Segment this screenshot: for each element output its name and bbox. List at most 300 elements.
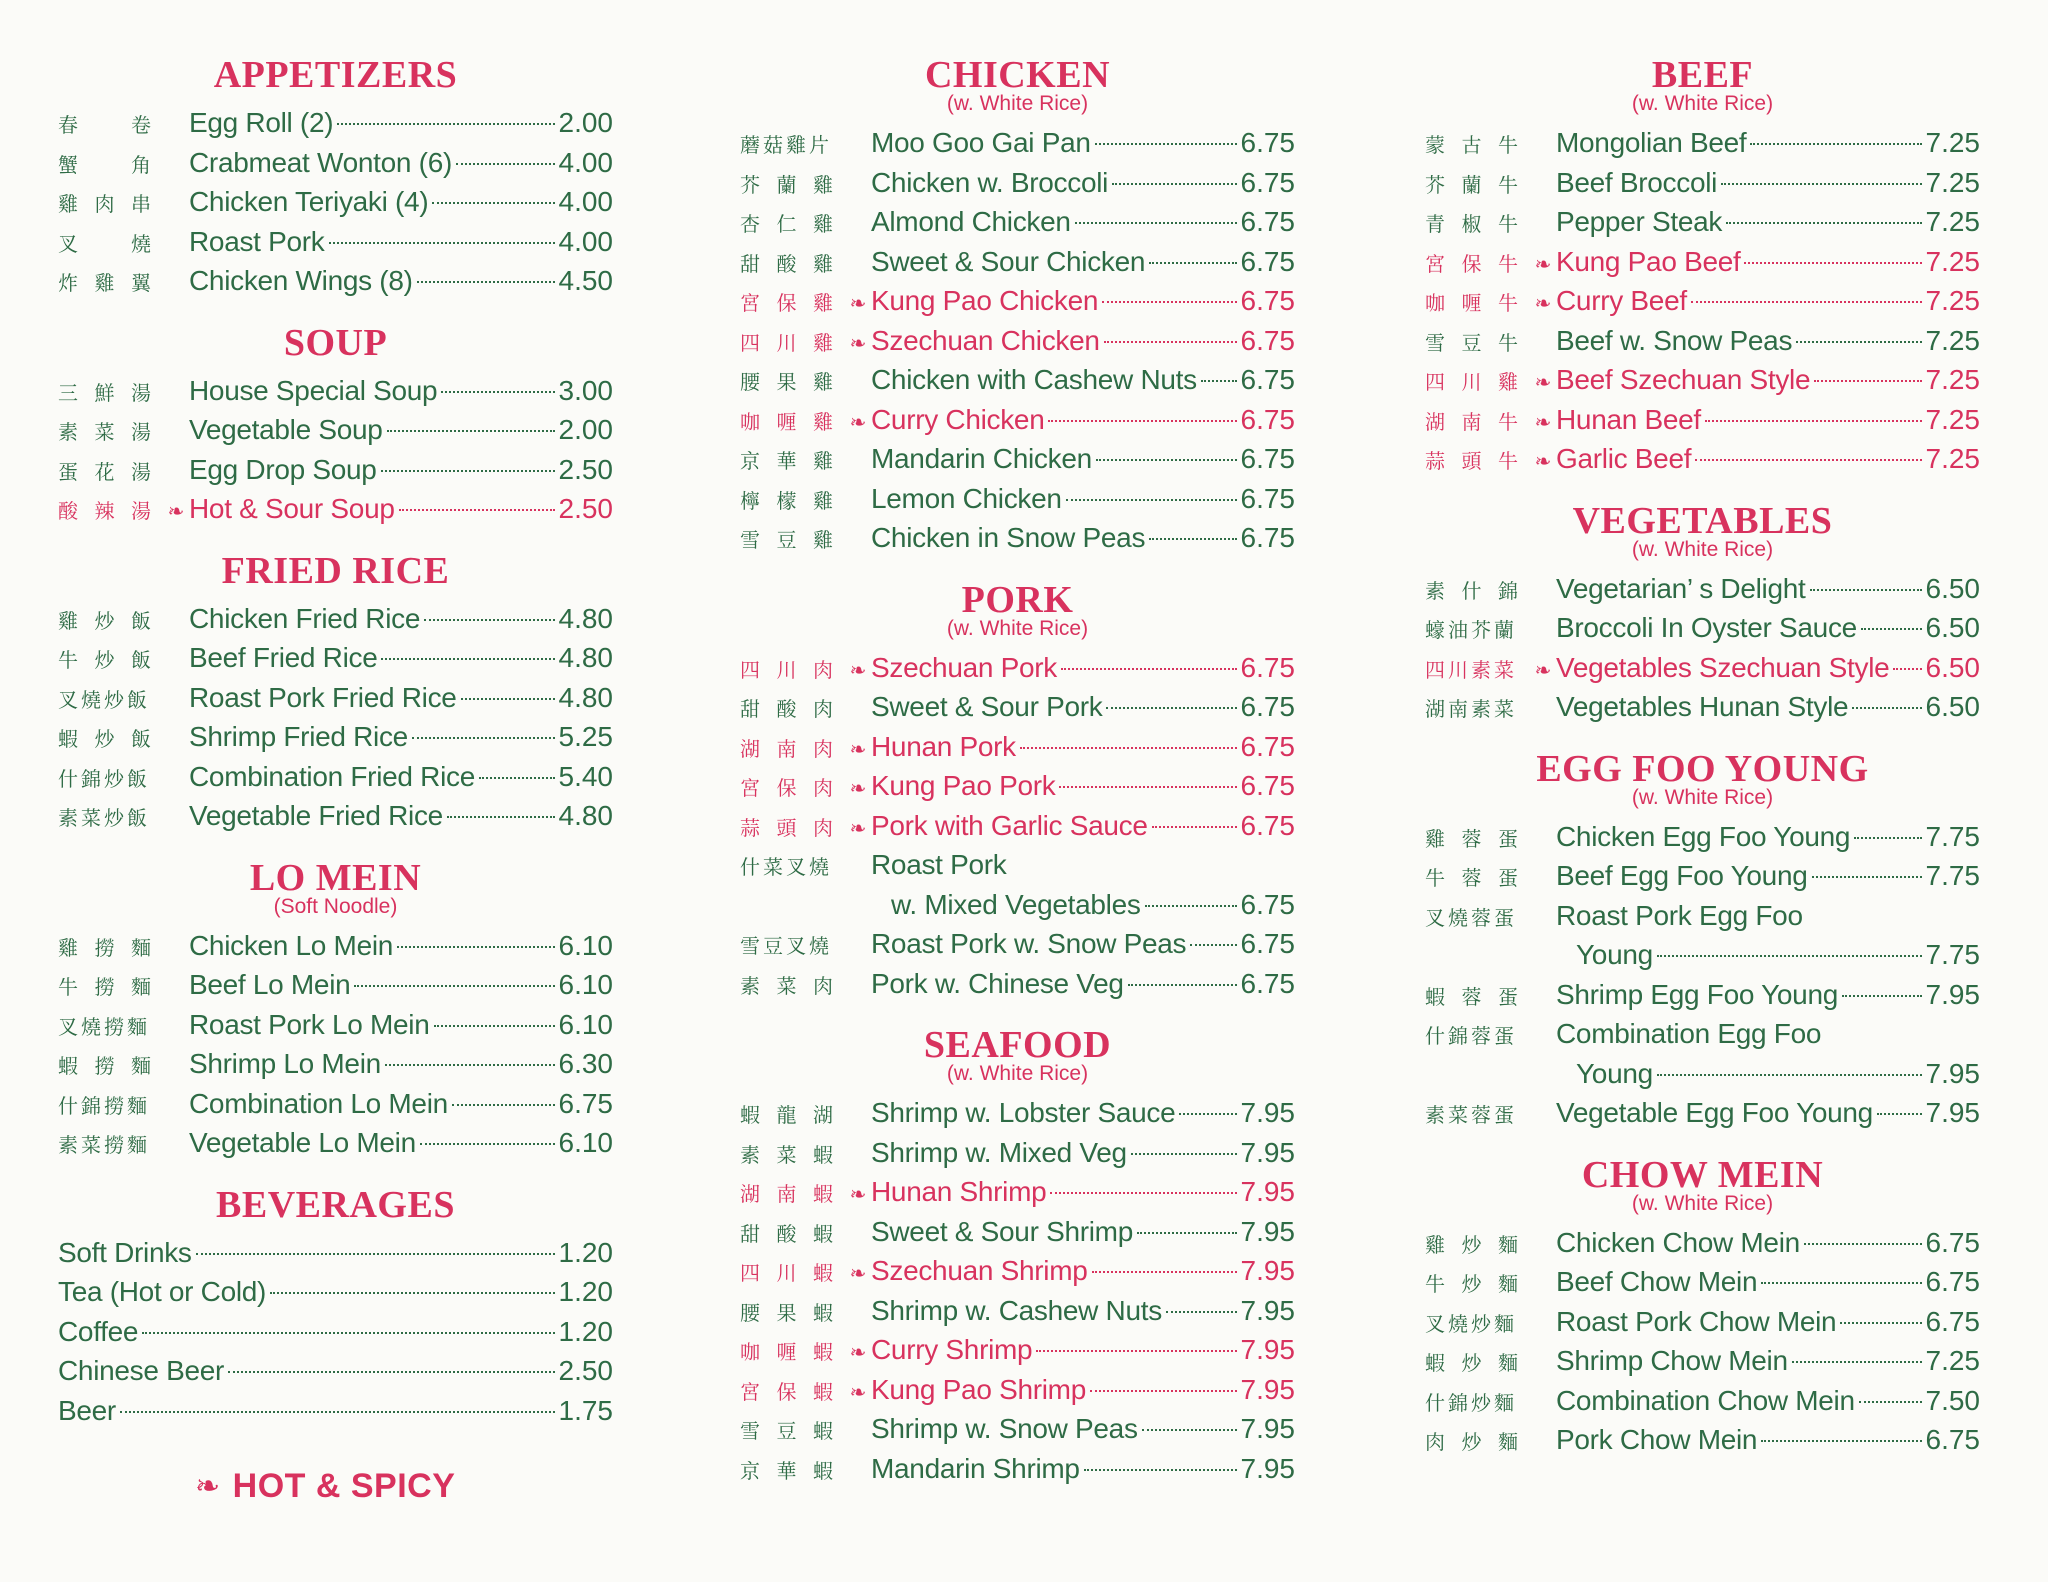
menu-item xyxy=(58,926,613,966)
chinese-name xyxy=(740,1333,845,1373)
chinese-char: 炒 xyxy=(94,608,115,633)
chinese-char: 雞 xyxy=(813,251,833,276)
chinese-char: 什錦炒飯 xyxy=(58,766,150,791)
menu-item xyxy=(1425,1223,1980,1263)
item-price: 6.75 xyxy=(1240,324,1295,356)
chili-pepper-icon: ❧ xyxy=(849,293,867,315)
item-price: 4.00 xyxy=(558,225,613,257)
chili-pepper-icon: ❧ xyxy=(849,1381,867,1404)
dot-leader xyxy=(1893,668,1921,670)
menu-section-soup xyxy=(58,323,613,529)
item-price: 6.75 xyxy=(1240,245,1295,277)
chinese-char: 芥 xyxy=(740,172,760,197)
menu-item xyxy=(58,796,613,836)
item-name: Szechuan Chicken xyxy=(871,324,1100,356)
chinese-char: 素 xyxy=(740,1142,760,1167)
menu-item xyxy=(740,1409,1295,1449)
chinese-name xyxy=(1425,1096,1530,1136)
chinese-char: 湯 xyxy=(131,420,151,444)
chinese-char: 蝦 xyxy=(58,1054,78,1078)
menu-section-vegetables xyxy=(1425,501,1980,727)
menu-item xyxy=(740,845,1295,885)
chinese-char: 四 xyxy=(740,657,760,682)
section-subtitle: (w. White Rice) xyxy=(1631,1191,1774,1215)
item-name: Chicken Fried Rice xyxy=(189,602,421,634)
chili-pepper-icon: ❧ xyxy=(849,738,867,761)
dot-leader xyxy=(354,985,554,987)
item-price: 4.00 xyxy=(558,186,613,217)
chinese-char: 宮 xyxy=(740,291,760,315)
menu-item xyxy=(740,648,1295,688)
chinese-char: 叉燒撈麵 xyxy=(58,1014,150,1039)
item-name: Kung Pao Shrimp xyxy=(871,1373,1086,1405)
item-name: Mandarin Chicken xyxy=(871,443,1092,474)
chinese-char: 腰 xyxy=(740,1300,760,1325)
dot-leader xyxy=(1859,1401,1922,1403)
chinese-name xyxy=(1425,1384,1530,1424)
menu-item xyxy=(58,1233,613,1273)
menu-section-beef xyxy=(1425,55,1980,479)
chinese-char: 咖 xyxy=(740,409,760,434)
item-price: 6.75 xyxy=(1240,522,1295,553)
dot-leader xyxy=(1137,1232,1237,1234)
item-price: 6.75 xyxy=(1240,770,1295,801)
item-price: 2.50 xyxy=(558,453,613,485)
menu-item xyxy=(1425,1341,1980,1381)
chinese-name xyxy=(1425,1344,1530,1384)
section-subtitle: (Soft Noodle) xyxy=(273,894,398,918)
item-name: Vegetables Szechuan Style xyxy=(1556,651,1890,683)
chinese-name xyxy=(740,730,845,770)
dot-leader xyxy=(1796,341,1921,343)
chinese-char: 牛 xyxy=(1498,212,1518,236)
chili-pepper-icon: ❧ xyxy=(849,1184,867,1206)
section-title: SOUP xyxy=(283,321,388,364)
chinese-char: 蝦 xyxy=(813,1142,833,1167)
section-subtitle: (w. White Rice) xyxy=(946,92,1089,115)
dot-leader xyxy=(1142,1429,1237,1431)
item-name: Shrimp w. Snow Peas xyxy=(871,1413,1138,1444)
chinese-name xyxy=(1425,820,1530,860)
chinese-char: 叉燒炒麵 xyxy=(1425,1311,1517,1336)
item-price: 4.80 xyxy=(558,642,613,673)
chinese-name xyxy=(58,225,163,265)
chinese-char: 辣 xyxy=(94,499,115,523)
item-name: Garlic Beef xyxy=(1556,443,1692,474)
chinese-char: 鮮 xyxy=(94,380,115,405)
item-name: Hot & Sour Soup xyxy=(189,493,395,524)
section-title: CHOW MEIN xyxy=(1581,1153,1824,1196)
item-price: 7.25 xyxy=(1925,324,1980,356)
chinese-char: 素 xyxy=(58,420,78,444)
menu-item xyxy=(1425,400,1980,440)
item-name: Chicken Lo Mein xyxy=(189,929,394,961)
section-subtitle: (w. White Rice) xyxy=(1631,537,1774,561)
menu-item xyxy=(1425,975,1980,1015)
dot-leader xyxy=(397,946,554,948)
chinese-char: 飯 xyxy=(131,727,151,751)
item-name: Roast Pork Lo Mein xyxy=(189,1008,430,1040)
dot-leader xyxy=(1761,1282,1921,1284)
dot-leader xyxy=(1112,183,1236,185)
item-price: 6.75 xyxy=(1240,403,1295,435)
dot-leader xyxy=(417,281,555,283)
chinese-name xyxy=(740,690,845,730)
menu-item xyxy=(740,766,1295,806)
menu-item xyxy=(58,489,613,529)
menu-item xyxy=(1425,648,1980,688)
chinese-char: 三 xyxy=(58,380,78,405)
menu-item xyxy=(740,281,1295,321)
chinese-char: 飯 xyxy=(131,648,151,672)
chinese-char: 什菜叉燒 xyxy=(740,855,832,879)
item-price: 6.75 xyxy=(1240,364,1295,395)
item-name: Young xyxy=(1576,939,1653,970)
chinese-char: 肉 xyxy=(813,736,833,761)
section-subtitle: (w. White Rice) xyxy=(1631,92,1774,115)
item-name: Crabmeat Wonton (6) xyxy=(189,146,453,178)
chinese-char: 牛 xyxy=(1498,330,1518,355)
chinese-char: 蒜 xyxy=(1425,449,1445,473)
chinese-name xyxy=(1425,363,1530,403)
chinese-name xyxy=(740,1175,845,1215)
chili-pepper-icon: ❧ xyxy=(849,817,867,840)
item-name: Pork with Garlic Sauce xyxy=(871,809,1148,841)
chinese-char: 蓉 xyxy=(1461,984,1482,1009)
menu-item xyxy=(58,599,613,639)
item-name: Pepper Steak xyxy=(1556,206,1723,237)
item-price: 1.20 xyxy=(558,1315,613,1347)
section-subtitle: (w. White Rice) xyxy=(1631,785,1774,809)
chinese-name xyxy=(58,146,163,186)
item-name: Szechuan Shrimp xyxy=(871,1255,1088,1286)
menu-item xyxy=(58,182,613,222)
chinese-name xyxy=(58,413,163,453)
chinese-char: 蒜 xyxy=(740,815,760,840)
chinese-char: 雞 xyxy=(58,608,78,633)
menu-item xyxy=(1425,608,1980,648)
menu-item xyxy=(58,757,613,797)
chinese-char: 湖 xyxy=(740,736,760,761)
item-name: Chicken in Snow Peas xyxy=(871,522,1146,553)
item-price: 4.80 xyxy=(558,602,613,634)
item-price: 6.75 xyxy=(1240,691,1295,722)
menu-item xyxy=(1425,1093,1980,1133)
dot-leader xyxy=(1166,1311,1237,1313)
chinese-char: 蝦 xyxy=(740,1103,760,1127)
chinese-char: 蝦 xyxy=(813,1182,833,1206)
chinese-name xyxy=(740,442,845,482)
dot-leader xyxy=(381,470,555,472)
chinese-char: 蝦 xyxy=(813,1340,833,1364)
chinese-char: 四 xyxy=(740,1261,760,1285)
dot-leader xyxy=(1102,301,1236,303)
dot-leader xyxy=(1090,1390,1237,1392)
chinese-char: 蝦 xyxy=(813,1261,833,1285)
item-price: 7.25 xyxy=(1925,1345,1980,1376)
chinese-char: 雞 xyxy=(813,370,833,394)
item-price: 6.75 xyxy=(1240,127,1295,158)
chinese-char: 保 xyxy=(776,1379,797,1404)
chili-pepper-icon: ❧ xyxy=(195,1470,221,1503)
chinese-name xyxy=(740,324,845,364)
chinese-char: 素 xyxy=(1425,578,1445,603)
chinese-char: 撈 xyxy=(94,1054,115,1078)
chinese-char: 咖 xyxy=(740,1340,760,1364)
dot-leader xyxy=(1104,341,1237,343)
chinese-name xyxy=(1425,284,1530,324)
chinese-name xyxy=(740,651,845,691)
item-price: 4.50 xyxy=(558,265,613,296)
chinese-char: 蝦 xyxy=(1425,984,1445,1009)
menu-item xyxy=(740,479,1295,519)
item-price: 7.25 xyxy=(1925,403,1980,435)
chinese-char: 雪豆叉燒 xyxy=(740,934,832,958)
item-name: Vegetable Egg Foo Young xyxy=(1556,1097,1873,1128)
chinese-name xyxy=(1425,899,1530,939)
item-price: 7.95 xyxy=(1240,1215,1295,1247)
chinese-char: 京 xyxy=(740,1458,760,1483)
item-name: Coffee xyxy=(58,1315,139,1347)
chinese-char: 雪 xyxy=(1425,330,1445,355)
item-price: 6.50 xyxy=(1925,691,1980,722)
item-price: 7.25 xyxy=(1925,285,1980,316)
chinese-char: 果 xyxy=(776,1300,797,1325)
dot-leader xyxy=(1814,380,1921,382)
chinese-name xyxy=(58,106,163,146)
dot-leader xyxy=(1691,301,1922,303)
chili-pepper-icon: ❧ xyxy=(1534,372,1552,394)
section-title: FRIED RICE xyxy=(221,549,450,592)
item-name: Sweet & Sour Chicken xyxy=(871,245,1146,277)
chinese-char: 蛋 xyxy=(1498,826,1518,851)
item-price: 7.75 xyxy=(1925,860,1980,891)
item-price: 7.95 xyxy=(1240,1136,1295,1168)
chinese-char: 甜 xyxy=(740,1221,760,1246)
chinese-char: 宮 xyxy=(740,1379,760,1404)
menu-item xyxy=(58,965,613,1005)
menu-item xyxy=(1425,202,1980,242)
menu-item xyxy=(740,1449,1295,1489)
chinese-char: 豆 xyxy=(1461,330,1482,355)
chinese-name xyxy=(740,245,845,285)
chinese-char: 叉燒炒飯 xyxy=(58,687,150,712)
menu-item xyxy=(58,678,613,718)
chinese-char: 牛 xyxy=(1498,409,1518,434)
dot-leader xyxy=(432,202,554,204)
chinese-name xyxy=(1425,1226,1530,1266)
item-price: 6.10 xyxy=(558,969,613,1000)
menu-item xyxy=(58,1351,613,1391)
hot-spicy-legend xyxy=(195,1467,455,1506)
dot-leader xyxy=(434,1025,555,1027)
chinese-char: 雪 xyxy=(740,1419,760,1443)
chinese-char: 麵 xyxy=(1498,1272,1518,1296)
chinese-char: 湖 xyxy=(740,1182,760,1206)
chinese-char: 炒 xyxy=(1461,1351,1482,1375)
chinese-char: 腰 xyxy=(740,370,760,394)
item-price: 1.75 xyxy=(558,1394,613,1426)
chinese-char: 燒 xyxy=(131,231,151,256)
chinese-char: 雞 xyxy=(58,935,78,960)
chinese-char: 湯 xyxy=(131,459,151,484)
item-price: 6.10 xyxy=(558,1127,613,1158)
item-name: Shrimp Fried Rice xyxy=(189,721,408,752)
item-name: Combination Fried Rice xyxy=(189,760,475,792)
menu-item xyxy=(740,518,1295,558)
menu-item xyxy=(58,103,613,143)
dot-leader xyxy=(1106,707,1236,709)
item-price: 7.75 xyxy=(1925,939,1980,970)
chinese-char: 蛋 xyxy=(1498,984,1518,1009)
chinese-name xyxy=(740,363,845,403)
chinese-char: 果 xyxy=(776,370,797,394)
menu-item xyxy=(740,163,1295,203)
item-price: 7.95 xyxy=(1240,1334,1295,1365)
menu-item xyxy=(740,1330,1295,1370)
chili-pepper-icon: ❧ xyxy=(1534,451,1552,473)
item-name: Curry Shrimp xyxy=(871,1334,1033,1365)
item-name: Beef Chow Mein xyxy=(1556,1266,1758,1297)
dot-leader xyxy=(1048,420,1236,422)
menu-item xyxy=(58,261,613,301)
chinese-char: 麵 xyxy=(1498,1351,1518,1375)
section-title: LO MEIN xyxy=(249,856,422,899)
dot-leader xyxy=(1657,955,1922,957)
item-price: 2.00 xyxy=(558,414,613,445)
chinese-name xyxy=(1425,126,1530,166)
chinese-char: 蟹 xyxy=(58,152,78,177)
item-price: 4.00 xyxy=(558,146,613,178)
menu-item xyxy=(1425,569,1980,609)
menu-item xyxy=(58,1005,613,1045)
chinese-char: 牛 xyxy=(1498,172,1518,197)
chinese-char: 雞 xyxy=(813,528,833,552)
chili-pepper-icon: ❧ xyxy=(849,778,867,800)
chinese-char: 雞 xyxy=(813,488,833,513)
item-name: Combination Egg Foo xyxy=(1556,1018,1822,1049)
chinese-char: 豆 xyxy=(776,528,797,552)
dot-leader xyxy=(1145,905,1237,907)
dot-leader xyxy=(479,777,555,779)
item-price: 6.75 xyxy=(1240,651,1295,683)
chinese-char: 頭 xyxy=(1461,449,1482,473)
dot-leader xyxy=(1721,183,1921,185)
dot-leader xyxy=(1657,1074,1922,1076)
chinese-name xyxy=(1425,690,1530,730)
item-price: 6.75 xyxy=(1240,967,1295,999)
item-name: Shrimp w. Mixed Veg xyxy=(871,1136,1127,1168)
chinese-char: 保 xyxy=(1461,251,1482,276)
menu-section-fried-rice xyxy=(58,551,613,836)
dot-leader xyxy=(1792,1361,1922,1363)
item-price: 5.40 xyxy=(558,760,613,792)
dot-leader xyxy=(1842,995,1922,997)
item-price: 6.75 xyxy=(558,1087,613,1119)
dot-leader xyxy=(337,123,554,125)
menu-item xyxy=(1425,321,1980,361)
item-name: Pork w. Chinese Veg xyxy=(871,967,1124,999)
chinese-char: 炒 xyxy=(1461,1430,1482,1454)
chili-pepper-icon: ❧ xyxy=(167,501,185,523)
dot-leader xyxy=(1092,1271,1237,1273)
dot-leader xyxy=(447,816,555,818)
item-name: Pork Chow Mein xyxy=(1556,1424,1758,1455)
item-name: Chinese Beer xyxy=(58,1355,225,1386)
menu-item xyxy=(1425,360,1980,400)
chinese-name xyxy=(58,720,163,760)
item-name: Curry Beef xyxy=(1556,285,1687,316)
chili-pepper-icon: ❧ xyxy=(1534,411,1552,434)
dot-leader xyxy=(387,430,555,432)
item-name: House Special Soup xyxy=(189,374,438,406)
dot-leader xyxy=(270,1292,554,1294)
chinese-name xyxy=(740,1412,845,1452)
item-price: 6.75 xyxy=(1925,1266,1980,1297)
item-name: Beef Fried Rice xyxy=(189,642,378,673)
item-price: 7.95 xyxy=(1925,1097,1980,1128)
chinese-char: 雞 xyxy=(1425,1232,1445,1257)
chinese-char: 雞 xyxy=(813,409,833,434)
item-price: 2.50 xyxy=(558,1355,613,1386)
chinese-char: 麵 xyxy=(131,1054,151,1078)
chinese-char: 春 xyxy=(58,113,78,137)
item-name: w. Mixed Vegetables xyxy=(891,888,1141,920)
dot-leader xyxy=(1726,222,1921,224)
chinese-char: 川 xyxy=(1461,370,1482,394)
item-name: Kung Pao Chicken xyxy=(871,285,1099,316)
item-name: Roast Pork xyxy=(189,225,325,257)
item-name: Shrimp w. Cashew Nuts xyxy=(871,1294,1162,1326)
chinese-name xyxy=(740,1452,845,1492)
menu-item xyxy=(740,1133,1295,1173)
chinese-name xyxy=(1425,442,1530,482)
dot-leader xyxy=(1020,747,1237,749)
item-name: Kung Pao Pork xyxy=(871,770,1056,801)
menu-section-chow-mein xyxy=(1425,1155,1980,1460)
dot-leader xyxy=(142,1332,554,1334)
item-name: Vegetable Soup xyxy=(189,414,383,445)
menu-item xyxy=(1425,163,1980,203)
chinese-char: 雞 xyxy=(813,449,833,473)
item-name: Beef Broccoli xyxy=(1556,166,1718,198)
chinese-name xyxy=(1425,1265,1530,1305)
chinese-char: 甜 xyxy=(740,251,760,276)
dot-leader xyxy=(1050,1192,1236,1194)
chinese-char: 南 xyxy=(776,736,797,761)
menu-item xyxy=(740,687,1295,727)
chinese-char: 豆 xyxy=(776,1419,797,1443)
section-title: EGG FOO YOUNG xyxy=(1536,747,1869,790)
item-name: Kung Pao Beef xyxy=(1556,245,1741,277)
item-price: 7.25 xyxy=(1925,166,1980,198)
item-price: 5.25 xyxy=(558,721,613,752)
dot-leader xyxy=(1877,1113,1922,1115)
chinese-char: 肉 xyxy=(94,192,115,216)
chili-pepper-icon: ❧ xyxy=(849,411,867,434)
chinese-name xyxy=(1425,859,1530,899)
chinese-name xyxy=(58,968,163,1008)
chinese-char: 菜 xyxy=(776,1142,797,1167)
item-name: Beef Szechuan Style xyxy=(1556,364,1811,395)
chinese-char: 川 xyxy=(776,330,797,355)
chinese-name xyxy=(58,760,163,800)
menu-item xyxy=(740,1291,1295,1331)
chinese-name xyxy=(1425,1305,1530,1345)
dot-leader xyxy=(1744,262,1921,264)
chinese-name xyxy=(1425,205,1530,245)
item-price: 4.80 xyxy=(558,800,613,831)
